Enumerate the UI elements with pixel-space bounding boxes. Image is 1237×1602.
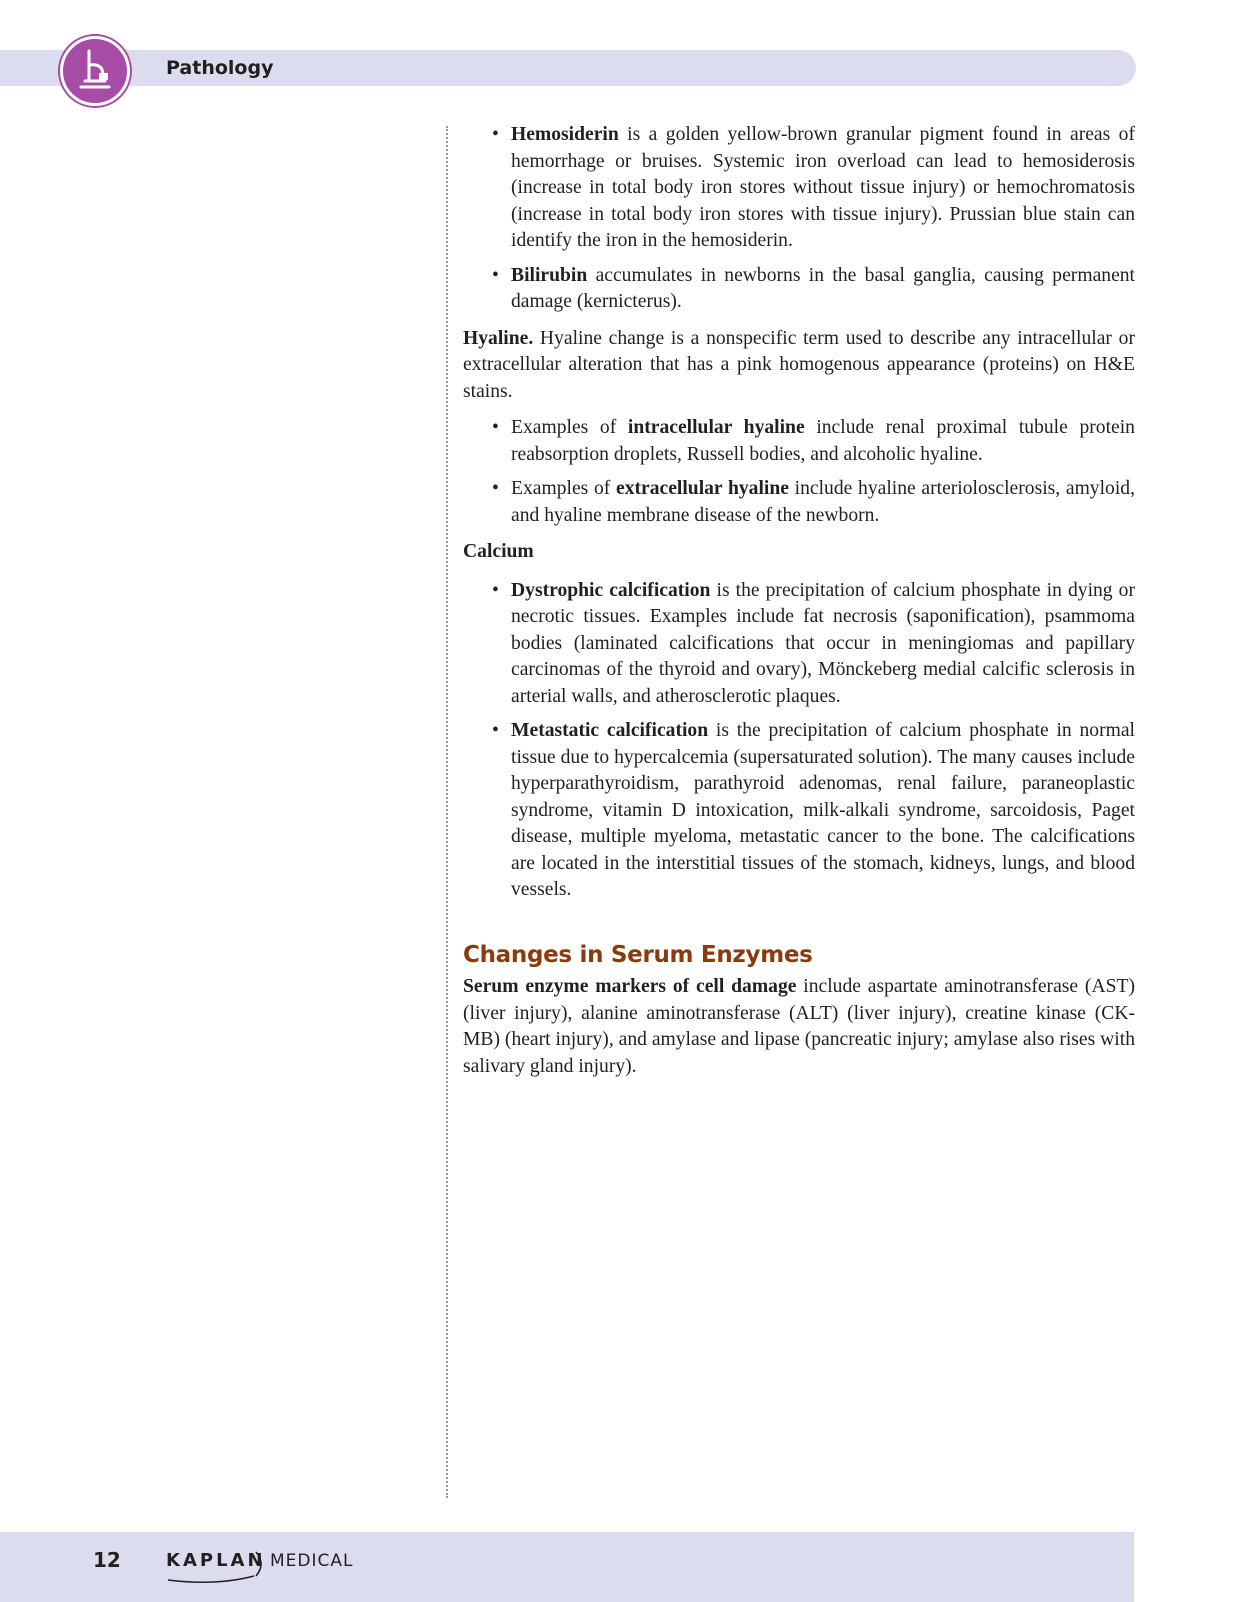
- list-item: [463, 718, 1135, 904]
- term: Hemosiderin: [511, 124, 619, 145]
- section-title: Pathology: [166, 57, 274, 79]
- list-item-text: is the precipitation of calcium phosphate in dying or necrotic tissues. Examples include fat necrosis (saponification), psammoma bodies (laminated calcifications that occur in meningiomas and papillary carcinomas of the thyroid and ovary), Mönckeberg medial calcific sclerosis in arterial walls, and atherosclerotic plaques.: [511, 579, 1135, 707]
- term: Hyaline.: [463, 327, 534, 349]
- term: extracellular hyaline: [616, 478, 789, 499]
- list-item-text: is the precipitation of calcium phosphate in normal tissue due to hypercalcemia (supersaturated solution). The many causes include hyperparathyroidism, parathyroid adenomas, renal failure, paraneoplastic syndrome, vitamin D intoxication, milk-alkali syndrome, sarcoidosis, Paget disease, multiple myeloma, metastatic cancer to the bone. The calcifications are located in the interstitial tissues of the stomach, kidneys, lungs, and blood vessels.: [511, 720, 1135, 900]
- column-divider: [446, 126, 448, 1498]
- list-item-text: include hyaline arteriolosclerosis, amyloid, and hyaline membrane disease of the newborn.: [511, 478, 1135, 526]
- page-number: 12: [93, 1548, 121, 1572]
- term: Dystrophic calcification: [511, 579, 711, 601]
- serum-paragraph: [463, 974, 1135, 1080]
- calcium-heading: Calcium: [463, 541, 534, 562]
- list-item: [463, 578, 1135, 711]
- paragraph-text: Hyaline change is a nonspecific term used to describe any intracellular or extracellular alteration that has a pink homogenous appearance (proteins) on H&E stains.: [463, 327, 1135, 402]
- term: Bilirubin: [511, 264, 588, 286]
- kaplan-medical-logo: [166, 1546, 366, 1586]
- list-item-text: is a golden yellow-brown granular pigment found in areas of hemorrhage or bruises. Systemic iron overload can lead to hemosiderosis (increase in total body iron stores without tissue injury) or hemochromatosis (increase in total body iron stores with tissue injury). Prussian blue stain can identify the iron in the hemosiderin.: [511, 124, 1135, 251]
- term: intracellular hyaline: [627, 417, 805, 438]
- swoosh-icon: [166, 1546, 270, 1586]
- hyaline-paragraph: [463, 326, 1135, 406]
- brand-suffix: MEDICAL: [270, 1551, 354, 1571]
- serum-enzymes-heading: Changes in Serum Enzymes: [463, 941, 813, 968]
- hyaline-list: [463, 415, 1135, 529]
- main-content: [463, 122, 1135, 1090]
- term: Serum enzyme markers of cell damage: [463, 976, 797, 997]
- brand-name: KAPLAN: [166, 1550, 266, 1571]
- list-item-text: Examples of: [511, 478, 616, 499]
- list-item: [463, 122, 1135, 255]
- microscope-icon: [60, 36, 130, 106]
- pigment-list: [463, 122, 1135, 316]
- list-item: [463, 415, 1135, 468]
- list-item-text: accumulates in newborns in the basal ganglia, causing permanent damage (kernicterus).: [511, 264, 1135, 312]
- list-item: [463, 476, 1135, 529]
- list-item-text: include renal proximal tubule protein reabsorption droplets, Russell bodies, and alcoholic hyaline.: [511, 417, 1135, 465]
- term: Metastatic calcification: [511, 720, 709, 741]
- calcium-list: [463, 578, 1135, 904]
- list-item-text: Examples of: [511, 417, 628, 438]
- list-item: [463, 263, 1135, 316]
- paragraph-text: include aspartate aminotransferase (AST) (liver injury), alanine aminotransferase (ALT) (liver injury), creatine kinase (CK-MB) (heart injury), and amylase and lipase (pancreatic injury; amylase also rises with salivary gland injury).: [463, 976, 1135, 1077]
